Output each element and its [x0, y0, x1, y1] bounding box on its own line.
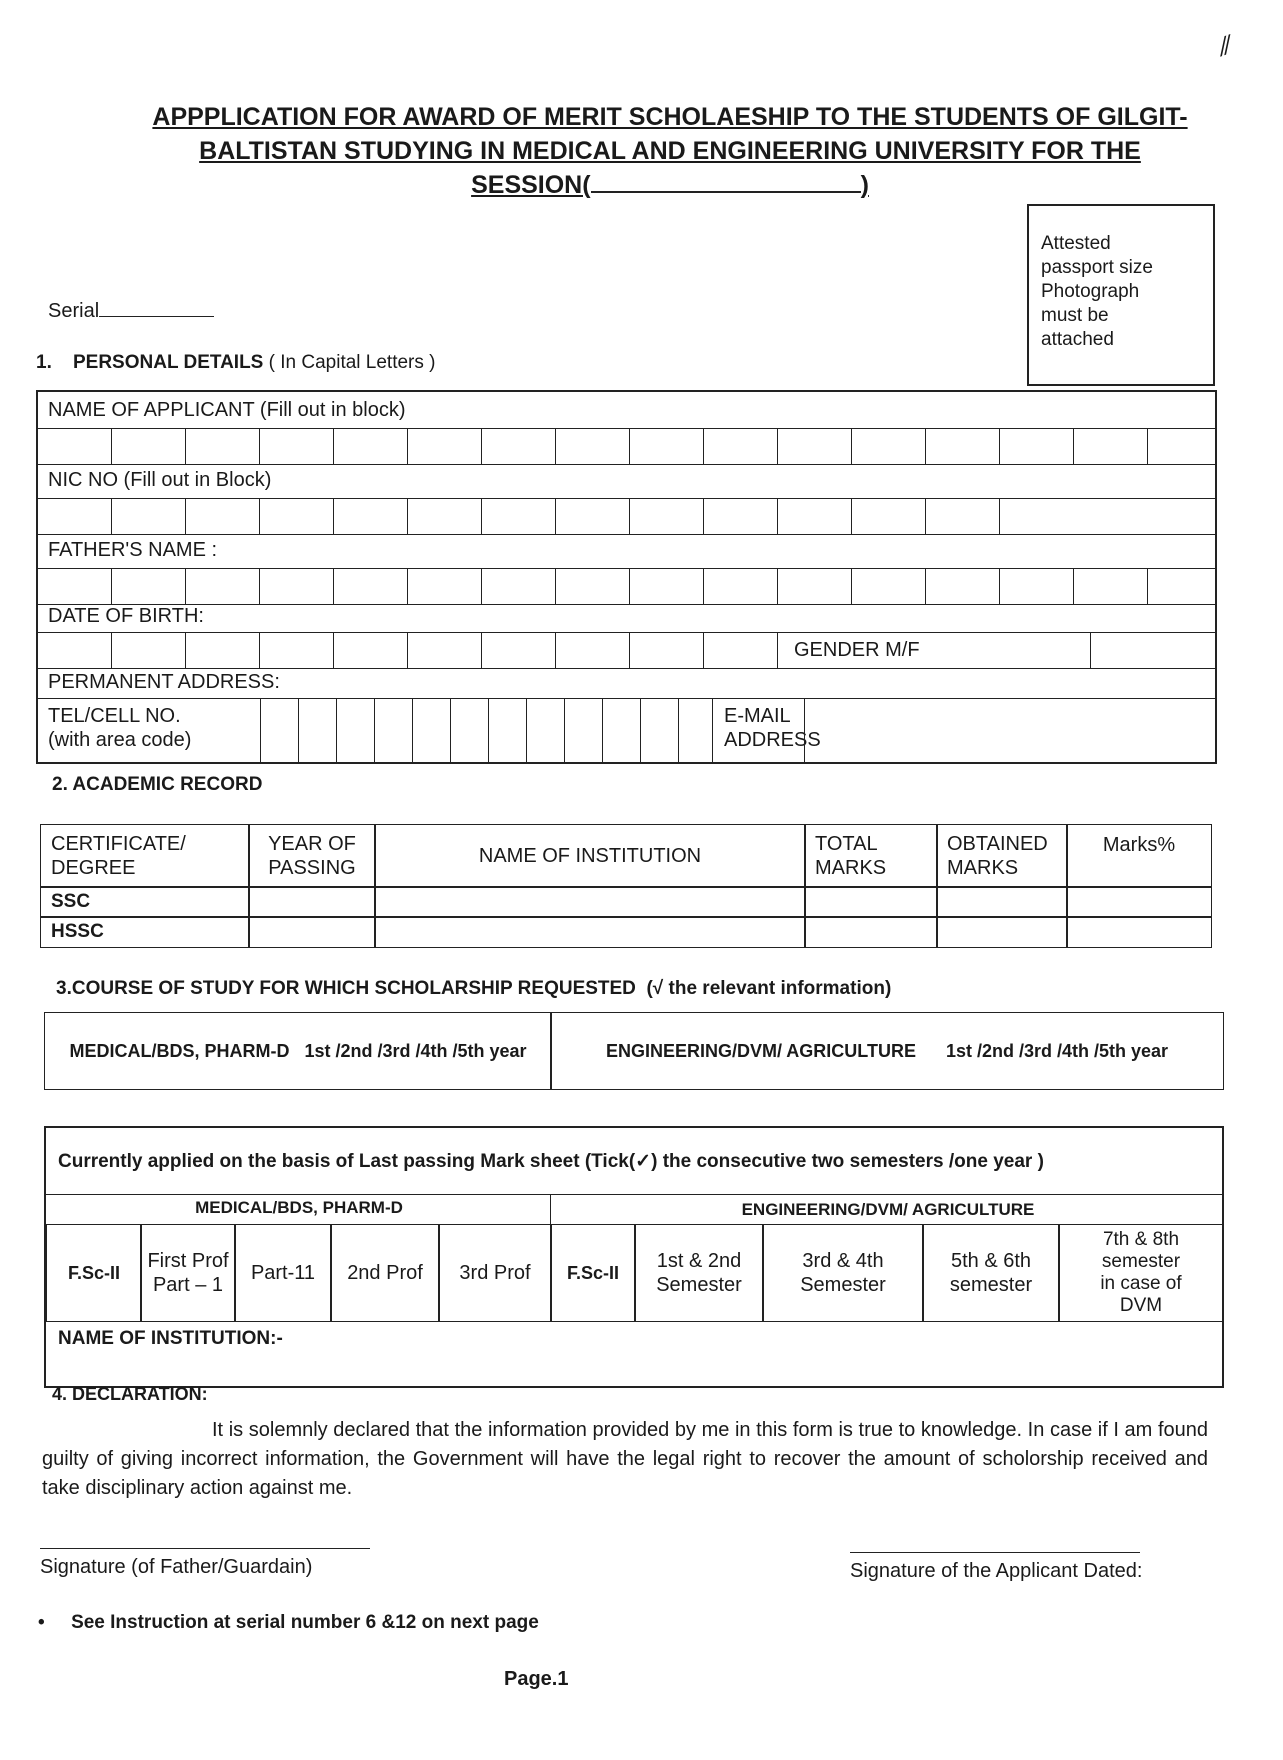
photo-box-line: Photograph [1041, 281, 1140, 302]
section-1-heading: 1. PERSONAL DETAILS ( In Capital Letters ) [36, 352, 436, 373]
semester-selection-box [44, 1126, 1224, 1388]
declaration-text: It is solemnly declared that the information provided by me in this form is true to knowledge. In case if I am found guilty of giving incorrect information, the Government will have the legal right to recover the amount of scholorship received and take disciplinary action against me. [42, 1419, 1208, 1499]
form-title-line-1: APPPLICATION FOR AWARD OF MERIT SCHOLAESHIP TO THE STUDENTS OF GILGIT- [152, 103, 1188, 131]
course-medical[interactable]: MEDICAL/BDS, PHARM-D 1st /2nd /3rd /4th /5th year [44, 1012, 552, 1090]
gender-label[interactable]: GENDER M/F [794, 639, 920, 661]
applicant-name-blocks[interactable] [38, 428, 1217, 464]
photo-box-line: attached [1041, 329, 1114, 350]
academic-cell[interactable] [1066, 916, 1212, 948]
semester-heading: Currently applied on the basis of Last passing Mark sheet (Tick(✓) the consecutive two semesters /one year ) [58, 1151, 1044, 1172]
course-table [44, 1012, 1224, 1090]
academic-header-certificate: CERTIFICATE/ DEGREE [40, 824, 250, 888]
academic-header-obtained: OBTAINED MARKS [936, 824, 1068, 888]
section-2-heading: 2. ACADEMIC RECORD [52, 774, 263, 795]
applicant-signature-label: Signature of the Applicant Dated: [850, 1560, 1143, 1582]
dob-label: DATE OF BIRTH: [48, 605, 204, 627]
academic-header-percent: Marks% [1066, 824, 1212, 888]
semester-col[interactable]: 7th & 8th semester in case of DVM [1058, 1224, 1224, 1322]
semester-col[interactable]: 1st & 2nd Semester [634, 1224, 764, 1322]
serial-field[interactable] [48, 300, 214, 323]
dob-blocks[interactable] [38, 632, 778, 668]
group-medical: MEDICAL/BDS, PHARM-D [195, 1198, 403, 1217]
instruction-note: • See Instruction at serial number 6 &12 on next page [38, 1612, 539, 1633]
academic-cell[interactable] [248, 886, 376, 918]
page-number: Page.1 [504, 1668, 569, 1690]
photo-box-line: must be [1041, 305, 1109, 326]
father-name-blocks[interactable] [38, 568, 1217, 604]
photo-box [1027, 204, 1215, 386]
semester-col[interactable]: 5th & 6th semester [922, 1224, 1060, 1322]
semester-col[interactable]: 3rd & 4th Semester [762, 1224, 924, 1322]
academic-cell[interactable] [374, 886, 806, 918]
semester-col[interactable]: First Prof Part – 1 [140, 1224, 236, 1322]
institution-label[interactable]: NAME OF INSTITUTION:- [58, 1328, 283, 1349]
email-input[interactable] [806, 698, 1216, 762]
father-signature-line[interactable] [40, 1548, 370, 1549]
semester-col[interactable]: Part-11 [234, 1224, 332, 1322]
academic-row-ssc: SSC [40, 886, 250, 918]
group-engineering: ENGINEERING/DVM/ AGRICULTURE [741, 1200, 1035, 1219]
applicant-name-label: NAME OF APPLICANT (Fill out in block) [48, 399, 406, 421]
section-4-heading: 4. DECLARATION: [52, 1384, 208, 1404]
course-engineering[interactable]: ENGINEERING/DVM/ AGRICULTURE 1st /2nd /3rd /4th /5th year [550, 1012, 1224, 1090]
pen-mark: ∕∕ [1216, 29, 1236, 61]
tel-label: TEL/CELL NO. (with area code) [48, 705, 192, 751]
semester-col[interactable]: 2nd Prof [330, 1224, 440, 1322]
semester-col[interactable]: F.Sc-II [46, 1224, 142, 1322]
bullet-icon: • [38, 1612, 45, 1633]
section-3-heading: 3.COURSE OF STUDY FOR WHICH SCHOLARSHIP REQUESTED (√ the relevant information) [56, 978, 892, 999]
academic-record-table [40, 824, 1214, 944]
form-title-line-3: SESSION( ) [471, 171, 869, 199]
personal-details-table [36, 390, 1217, 764]
serial-label: Serial [48, 300, 100, 322]
academic-header-institution: NAME OF INSTITUTION [374, 824, 806, 888]
nic-blocks[interactable] [38, 498, 1217, 534]
academic-cell[interactable] [804, 916, 938, 948]
form-title-line-2: BALTISTAN STUDYING IN MEDICAL AND ENGINEERING UNIVERSITY FOR THE [199, 137, 1141, 165]
applicant-signature-line[interactable] [850, 1552, 1140, 1553]
father-signature-label: Signature (of Father/Guardain) [40, 1556, 313, 1578]
session-blank[interactable] [591, 169, 861, 193]
academic-cell[interactable] [374, 916, 806, 948]
tel-blocks[interactable] [260, 698, 713, 762]
academic-header-year: YEAR OF PASSING [248, 824, 376, 888]
email-label: E-MAIL ADDRESS [724, 705, 821, 751]
father-name-label: FATHER'S NAME : [48, 539, 218, 561]
academic-header-total: TOTAL MARKS [804, 824, 938, 888]
photo-box-line: passport size [1041, 257, 1153, 278]
permanent-address-label[interactable]: PERMANENT ADDRESS: [48, 671, 280, 693]
academic-cell[interactable] [936, 886, 1068, 918]
academic-cell[interactable] [804, 886, 938, 918]
semester-col[interactable]: 3rd Prof [438, 1224, 552, 1322]
academic-cell[interactable] [248, 916, 376, 948]
nic-label: NIC NO (Fill out in Block) [48, 469, 272, 491]
academic-cell[interactable] [936, 916, 1068, 948]
academic-cell[interactable] [1066, 886, 1212, 918]
academic-row-hssc: HSSC [40, 916, 250, 948]
photo-box-line: Attested [1041, 233, 1111, 254]
semester-col[interactable]: F.Sc-II [550, 1224, 636, 1322]
